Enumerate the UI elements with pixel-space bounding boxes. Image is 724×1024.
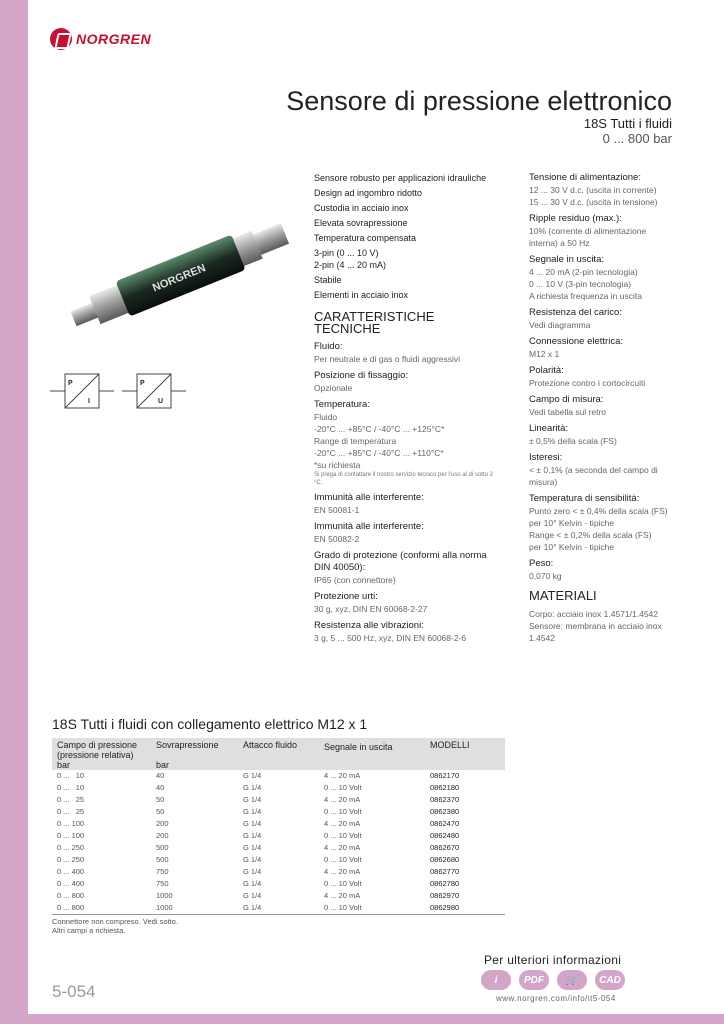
cell-port: G 1/4 xyxy=(243,771,262,780)
cell-signal: 4 ... 20 mA xyxy=(324,867,361,876)
cell-range: 0 ... 10 xyxy=(57,771,85,780)
spec-value: 30 g, xyz, DIN EN 60068-2-27 xyxy=(314,604,428,614)
spec-label: Grado di protezione (conformi alla norma DIN 40050): xyxy=(314,550,487,573)
spec-value: Vedi diagramma xyxy=(529,320,591,330)
table-row xyxy=(52,770,505,782)
side-color-bar xyxy=(0,0,28,1024)
page-number: 5-054 xyxy=(52,982,96,1001)
temperature-note: Si prega di contattare il nostro servizio tecnico per l'uso al di sotto 2 °C. xyxy=(314,472,493,486)
cell-signal: 4 ... 20 mA xyxy=(324,843,361,852)
symbol-top-label: P xyxy=(140,380,145,387)
cell-port: G 1/4 xyxy=(243,843,262,852)
cell-overpressure: 40 xyxy=(156,771,165,780)
cell-overpressure: 750 xyxy=(156,867,169,876)
cell-overpressure: 1000 xyxy=(156,903,173,912)
table-row xyxy=(52,818,505,830)
cell-range: 0 ... 400 xyxy=(57,867,85,876)
cart-icon[interactable]: 🛒 xyxy=(557,970,587,990)
feature-item: Stabile xyxy=(314,275,342,285)
spec-value: 10% (corrente di alimentazione interna) a 50 Hz xyxy=(529,226,647,248)
cell-model[interactable]: 0862980 xyxy=(430,903,460,912)
cell-overpressure: 50 xyxy=(156,795,165,804)
spec-label: Campo di misura: xyxy=(529,394,604,405)
table-row xyxy=(52,782,505,794)
table-row xyxy=(52,806,505,818)
cell-range: 0 ... 250 xyxy=(57,843,85,852)
symbol-voltage-output xyxy=(122,372,192,410)
cell-model[interactable]: 0862970 xyxy=(430,891,460,900)
cell-port: G 1/4 xyxy=(243,855,262,864)
cell-model[interactable]: 0862770 xyxy=(430,867,460,876)
svg-text:NORGREN: NORGREN xyxy=(150,262,208,295)
cell-port: G 1/4 xyxy=(243,795,262,804)
spec-value: ± 0,5% della scala (FS) xyxy=(529,436,617,446)
symbol-current-output xyxy=(50,372,120,410)
column-header: MODELLI xyxy=(430,740,470,750)
spec-value: IP65 (con connettore) xyxy=(314,575,396,585)
pdf-icon[interactable]: PDF xyxy=(519,970,549,990)
table-body xyxy=(52,770,505,914)
cell-model[interactable]: 0862780 xyxy=(430,879,460,888)
column-header: Segnale in uscita xyxy=(324,742,393,752)
pressure-range: 0 ... 800 bar xyxy=(602,131,672,146)
cell-signal: 0 ... 10 Volt xyxy=(324,831,362,840)
spec-value: 3 g, 5 ... 500 Hz, xyz, DIN EN 60068-2-6 xyxy=(314,633,467,643)
materials-value: Corpo: acciaio inox 1.4571/1.4542 Sensore: membrana in acciaio inox 1.4542 xyxy=(529,609,662,643)
tech-heading: CARATTERISTICHE TECNICHE xyxy=(314,309,435,336)
cell-signal: 4 ... 20 mA xyxy=(324,771,361,780)
info-icon[interactable]: i xyxy=(481,970,511,990)
cell-model[interactable]: 0862470 xyxy=(430,819,460,828)
cell-signal: 4 ... 20 mA xyxy=(324,891,361,900)
spec-label: Temperatura: xyxy=(314,399,370,410)
table-row xyxy=(52,866,505,878)
spec-value: M12 x 1 xyxy=(529,349,560,359)
bottom-color-bar xyxy=(28,1014,724,1024)
table-bottom-rule xyxy=(52,914,505,915)
cell-overpressure: 200 xyxy=(156,819,169,828)
cell-overpressure: 750 xyxy=(156,879,169,888)
cell-port: G 1/4 xyxy=(243,903,262,912)
feature-item: Elementi in acciaio inox xyxy=(314,290,409,300)
specs-column xyxy=(529,172,679,644)
spec-value: Per neutrale e di gas o fluidi aggressivi xyxy=(314,354,460,364)
brand-name: NORGREN xyxy=(76,31,152,47)
cell-range: 0 ... 800 xyxy=(57,891,85,900)
symbol-bottom-label: U xyxy=(158,398,164,405)
cell-port: G 1/4 xyxy=(243,831,262,840)
spec-value: Protezione contro i cortocircuiti xyxy=(529,378,646,388)
cell-model[interactable]: 0862370 xyxy=(430,795,460,804)
cell-range: 0 ... 100 xyxy=(57,819,85,828)
spec-label: Connessione elettrica: xyxy=(529,336,623,347)
product-image xyxy=(60,210,305,340)
feature-item: Sensore robusto per applicazioni idrauliche xyxy=(314,173,487,183)
feature-item: Custodia in acciaio inox xyxy=(314,203,409,213)
table-title: 18S Tutti i fluidi con collegamento elettrico M12 x 1 xyxy=(52,716,368,732)
cell-port: G 1/4 xyxy=(243,819,262,828)
brand-logo xyxy=(50,28,151,50)
cell-overpressure: 50 xyxy=(156,807,165,816)
table-row xyxy=(52,794,505,806)
spec-value: 0,070 kg xyxy=(529,571,562,581)
table-row xyxy=(52,854,505,866)
cell-range: 0 ... 800 xyxy=(57,903,85,912)
cell-signal: 0 ... 10 Volt xyxy=(324,807,362,816)
spec-value: EN 50082-2 xyxy=(314,534,360,544)
cell-range: 0 ... 10 xyxy=(57,783,85,792)
spec-value: Fluido -20°C ... +85°C / -40°C ... +125°C* Range di temperatura -20°C ... +85°C / -40°C ... +110°C* *su richiesta xyxy=(314,412,445,470)
cell-signal: 0 ... 10 Volt xyxy=(324,855,362,864)
spec-value: Punto zero < ± 0,4% della scala (FS) per 10° Kelvin - tipiche Range < ± 0,2% della scala (FS) per 10° Kelvin - tipiche xyxy=(529,506,668,552)
cell-overpressure: 500 xyxy=(156,855,169,864)
cell-range: 0 ... 100 xyxy=(57,831,85,840)
spec-label: Segnale in uscita: xyxy=(529,254,604,265)
cell-signal: 0 ... 10 Volt xyxy=(324,879,362,888)
cell-signal: 4 ... 20 mA xyxy=(324,819,361,828)
spec-label: Peso: xyxy=(529,558,554,569)
page-title: Sensore di pressione elettronico xyxy=(286,86,672,116)
cell-overpressure: 40 xyxy=(156,783,165,792)
cell-model[interactable]: 0862480 xyxy=(430,831,460,840)
feature-item: 3-pin (0 ... 10 V) 2-pin (4 ... 20 mA) xyxy=(314,248,387,270)
spec-value: EN 50081-1 xyxy=(314,505,360,515)
cell-model[interactable]: 0862670 xyxy=(430,843,460,852)
info-url[interactable]: www.norgren.com/info/it5-054 xyxy=(496,994,616,1003)
spec-label: Immunità alle interferente: xyxy=(314,492,424,503)
table-row xyxy=(52,902,505,914)
cell-overpressure: 200 xyxy=(156,831,169,840)
cell-overpressure: 500 xyxy=(156,843,169,852)
cell-port: G 1/4 xyxy=(243,867,262,876)
cell-port: G 1/4 xyxy=(243,807,262,816)
column-header: Campo di pressione (pressione relativa) bar xyxy=(57,740,138,770)
spec-label: Resistenza alle vibrazioni: xyxy=(314,620,424,631)
table-row xyxy=(52,830,505,842)
cell-model[interactable]: 0862680 xyxy=(430,855,460,864)
cell-range: 0 ... 250 xyxy=(57,855,85,864)
cell-port: G 1/4 xyxy=(243,879,262,888)
cell-model[interactable]: 0862380 xyxy=(430,807,460,816)
feature-item: Temperatura compensata xyxy=(314,233,417,243)
symbol-bottom-label: I xyxy=(88,398,90,405)
table-notes: Connettore non compreso. Vedi sotto. Altri campi a richiesta. xyxy=(52,917,178,935)
materials-heading: MATERIALI xyxy=(529,588,597,603)
cad-icon[interactable]: CAD xyxy=(595,970,625,990)
cell-model[interactable]: 0862180 xyxy=(430,783,460,792)
cell-model[interactable]: 0862170 xyxy=(430,771,460,780)
cell-range: 0 ... 25 xyxy=(57,807,85,816)
cell-range: 0 ... 25 xyxy=(57,795,85,804)
page-subtitle: 18S Tutti i fluidi xyxy=(583,116,672,131)
spec-label: Immunità alle interferente: xyxy=(314,521,424,532)
table-row xyxy=(52,842,505,854)
table-row xyxy=(52,890,505,902)
feature-item: Elevata sovrapressione xyxy=(314,218,408,228)
spec-label: Temperatura di sensibilità: xyxy=(529,493,640,504)
spec-label: Resistenza del carico: xyxy=(529,307,622,318)
spec-value: 12 ... 30 V d.c. (uscita in corrente) 15 ... 30 V d.c. (uscita in tensione) xyxy=(529,185,658,207)
table-row xyxy=(52,878,505,890)
cell-signal: 0 ... 10 Volt xyxy=(324,783,362,792)
cell-signal: 4 ... 20 mA xyxy=(324,795,361,804)
column-header: Attacco fluido xyxy=(243,740,298,750)
spec-label: Fluido: xyxy=(314,341,343,352)
spec-value: 4 ... 20 mA (2-pin tecnologia) 0 ... 10 V (3-pin tecnologia) A richiesta frequenza in uscita xyxy=(529,267,642,301)
spec-value: < ± 0,1% (a seconda del campo di misura) xyxy=(529,465,658,487)
cell-signal: 0 ... 10 Volt xyxy=(324,903,362,912)
more-info-label: Per ulteriori informazioni xyxy=(484,953,622,967)
spec-value: Opzionale xyxy=(314,383,353,393)
cell-overpressure: 1000 xyxy=(156,891,173,900)
feature-item: Design ad ingombro ridotto xyxy=(314,188,423,198)
table-header xyxy=(52,738,505,770)
spec-label: Posizione di fissaggio: xyxy=(314,370,408,381)
symbol-top-label: P xyxy=(68,380,73,387)
cell-range: 0 ... 400 xyxy=(57,879,85,888)
models-table xyxy=(52,738,505,935)
spec-label: Protezione urti: xyxy=(314,591,378,602)
spec-label: Tensione di alimentazione: xyxy=(529,172,641,183)
spec-label: Linearità: xyxy=(529,423,569,434)
spec-value: Vedi tabella sul retro xyxy=(529,407,607,417)
spec-label: Ripple residuo (max.): xyxy=(529,213,622,224)
spec-label: Polarità: xyxy=(529,365,564,376)
cell-port: G 1/4 xyxy=(243,891,262,900)
spec-label: Isteresi: xyxy=(529,452,563,463)
footer-icons xyxy=(481,970,625,990)
column-header: Sovrapressione bar xyxy=(156,740,219,770)
logo-icon xyxy=(50,28,72,50)
features-and-tech-column xyxy=(314,172,499,644)
cell-port: G 1/4 xyxy=(243,783,262,792)
